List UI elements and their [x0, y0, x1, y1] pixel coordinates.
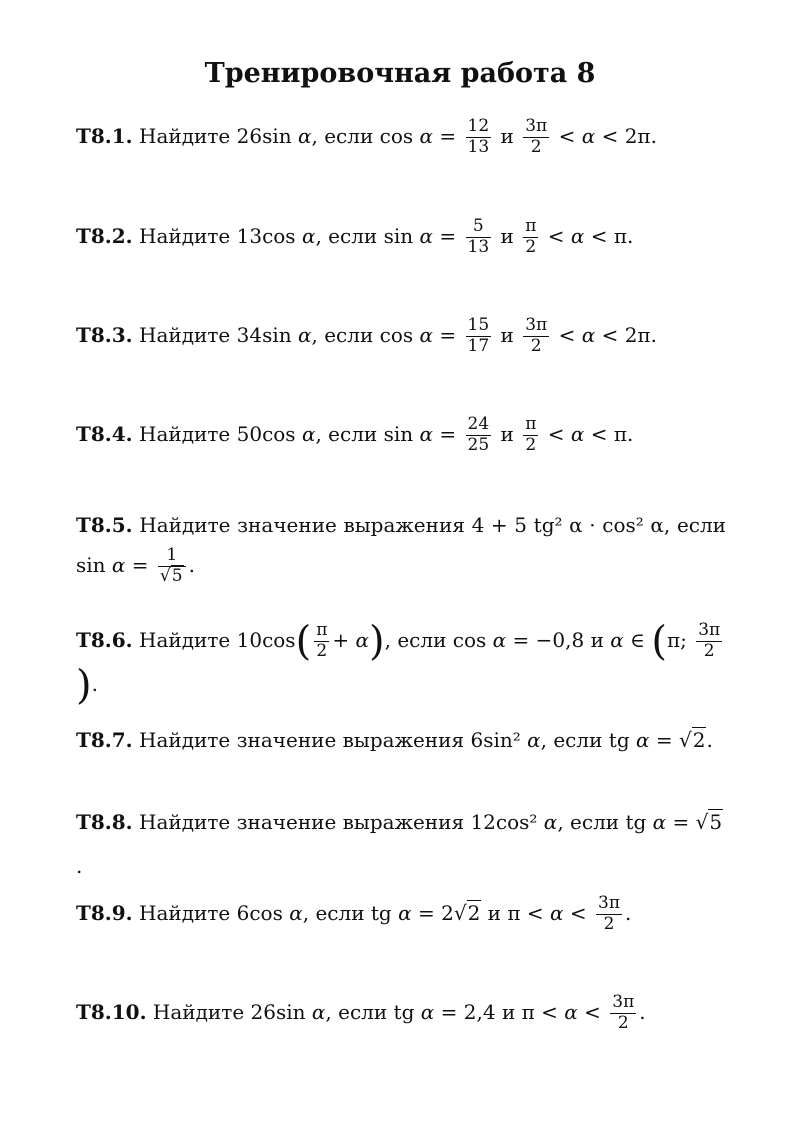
problem-t8-1: T8.1. Найдите 26sin α, если cos α = $\frac{12}{13}$ и $\frac{3\pi}{2}$ < α < 2π.: [76, 116, 657, 157]
interval-fraction: $\frac{3\pi}{2}$: [698, 620, 721, 661]
expression: 4 + 5 tg² α · cos² α,: [471, 513, 671, 537]
value-phrase: Найдите значение выражения: [139, 810, 465, 834]
problem-t8-7: T8.7. Найдите значение выражения 6sin² α, если tg α = √2.: [76, 718, 726, 762]
if-word: если: [338, 1000, 388, 1024]
lower-bound-fraction: $\frac{3\pi}{2}$: [525, 116, 548, 157]
problem-line-2: sin α = $\frac{1}{√5}$ .: [76, 545, 195, 586]
condition-coefficient: 2: [441, 901, 454, 925]
problem-number: T8.7.: [76, 728, 133, 752]
if-word: если: [397, 628, 447, 652]
value-phrase: Найдите значение выражения: [139, 728, 465, 752]
find-word: Найдите: [139, 124, 231, 148]
radical: √2: [678, 728, 706, 752]
condition-fraction: $\frac{5}{13}$: [467, 216, 490, 257]
and-word: и: [500, 224, 514, 248]
coefficient: 10: [236, 628, 263, 652]
problem-t8-9: T8.9. Найдите 6cos α, если tg α = 2√2 и π < α < $\frac{3\pi}{2}$ .: [76, 891, 726, 935]
if-word: если: [553, 728, 603, 752]
page-title: Тренировочная работа 8: [204, 58, 596, 89]
coefficient: 26: [236, 124, 263, 148]
problem-t8-5: [76, 505, 726, 586]
function: cos: [262, 224, 296, 248]
problem-t8-8: T8.8. Найдите значение выражения 12cos² α, если tg α = √5.: [76, 800, 726, 888]
find-word: Найдите: [139, 224, 231, 248]
and-word: и: [500, 124, 514, 148]
upper-bound: 2π.: [624, 124, 657, 148]
upper-bound: π.: [613, 422, 634, 446]
function: sin: [262, 323, 292, 347]
condition-value: 2,4: [463, 1000, 496, 1024]
problem-line-1: [76, 505, 726, 545]
condition-fraction: $\frac{12}{13}$: [467, 116, 490, 157]
problem-number: T8.2.: [76, 224, 133, 248]
problem-number: T8.3.: [76, 323, 133, 347]
problem-t8-3: T8.3. Найдите 34sin α, если cos α = $\frac{15}{17}$ и $\frac{3\pi}{2}$ < α < 2π.: [76, 315, 657, 356]
and-word: и: [501, 1000, 516, 1024]
radical: √2: [453, 901, 481, 925]
condition-fraction: $\frac{1}{√5}$: [158, 547, 186, 586]
lower-bound-fraction: $\frac{3\pi}{2}$: [525, 315, 548, 356]
coefficient: 13: [236, 224, 263, 248]
function: cos: [262, 422, 296, 446]
value-phrase: Найдите значение выражения: [139, 513, 465, 537]
find-word: Найдите: [139, 901, 231, 925]
if-word: если: [324, 124, 374, 148]
problem-number: T8.5.: [76, 513, 133, 537]
coefficient: 50: [236, 422, 263, 446]
problem-number: T8.4.: [76, 422, 133, 446]
problem-number: T8.9.: [76, 901, 133, 925]
condition-fraction: $\frac{24}{25}$: [467, 414, 490, 455]
lower-bound-fraction: $\frac{\pi}{2}$: [525, 216, 537, 257]
if-word: если: [676, 513, 727, 537]
radical: √5: [695, 810, 723, 834]
upper-bound-fraction: $\frac{3\pi}{2}$: [612, 992, 635, 1033]
and-word: и: [590, 628, 604, 652]
if-word: если: [324, 323, 374, 347]
upper-bound: π.: [613, 224, 634, 248]
condition-function: cos: [379, 323, 414, 347]
lower-bound-fraction: $\frac{\pi}{2}$: [525, 414, 537, 455]
problem-number: T8.1.: [76, 124, 133, 148]
upper-bound-fraction: $\frac{3\pi}{2}$: [598, 893, 620, 934]
find-word: Найдите: [139, 323, 231, 347]
function: sin: [262, 124, 292, 148]
if-word: если: [328, 422, 378, 446]
condition-fraction: $\frac{15}{17}$: [467, 315, 490, 356]
problem-t8-2: T8.2. Найдите 13cos α, если sin α = $\frac{5}{13}$ и $\frac{\pi}{2}$ < α < π.: [76, 216, 634, 257]
problem-t8-6: T8.6. Найдите 10cos( $\frac{\pi}{2}$ + α), если cos α = −0,8 и α ∈ (π; $\frac{3\pi}{2}$ ).: [76, 618, 721, 709]
and-word: и: [500, 422, 514, 446]
problem-t8-4: T8.4. Найдите 50cos α, если sin α = $\frac{24}{25}$ и $\frac{\pi}{2}$ < α < π.: [76, 414, 634, 455]
inner-fraction: $\frac{\pi}{2}$: [316, 620, 328, 661]
problem-number: T8.10.: [76, 1000, 147, 1024]
if-word: если: [315, 901, 365, 925]
if-word: если: [328, 224, 378, 248]
coefficient: 12: [470, 810, 496, 834]
coefficient: 6: [236, 901, 250, 925]
coefficient: 6: [470, 728, 484, 752]
problem-t8-10: T8.10. Найдите 26sin α, если tg α = 2,4 и π < α < $\frac{3\pi}{2}$ .: [76, 992, 646, 1033]
condition-function: sin: [383, 224, 414, 248]
problem-number: T8.8.: [76, 810, 133, 834]
find-word: Найдите: [139, 422, 231, 446]
if-word: если: [570, 810, 620, 834]
problem-number: T8.6.: [76, 628, 133, 652]
find-word: Найдите: [152, 1000, 245, 1024]
coefficient: 26: [250, 1000, 276, 1024]
condition-value: −0,8: [535, 628, 585, 652]
upper-bound: 2π.: [624, 323, 657, 347]
find-word: Найдите: [139, 628, 231, 652]
coefficient: 34: [236, 323, 263, 347]
condition-function: cos: [379, 124, 414, 148]
condition-function: sin: [383, 422, 414, 446]
and-word: и: [500, 323, 514, 347]
and-word: и: [487, 901, 502, 925]
